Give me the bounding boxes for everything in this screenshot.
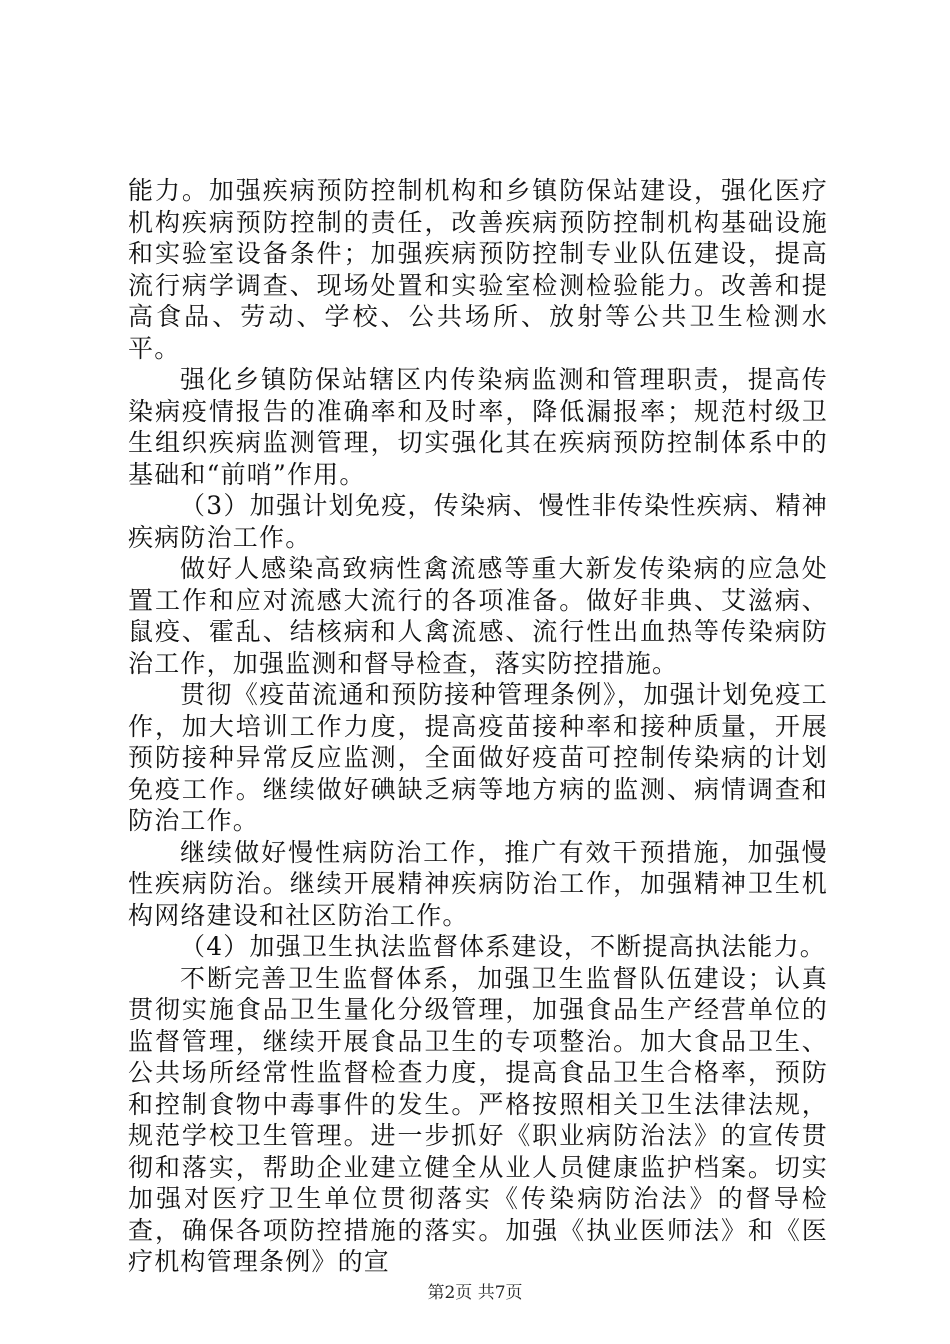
section-heading-4: （4）加强卫生执法监督体系建设，不断提高执法能力。 [180, 932, 826, 961]
paragraph-1: 能力。加强疾病预防控制机构和乡镇防保站建设，强化医疗机构疾病预防控制的责任，改善疾病预防控制机构基础设施和实验室设备条件；加强疾病预防控制专业队伍建设，提高流行病学调查、现场处置和实验室检测检验能力。改善和提高食品、劳动、学校、公共场所、放射等公共卫生检测水平。 [128, 176, 828, 363]
paragraph-4: 贯彻《疫苗流通和预防接种管理条例》，加强计划免疫工作，加大培训工作力度，提高疫苗接种率和接种质量，开展预防接种异常反应监测，全面做好疫苗可控制传染病的计划免疫工作。继续做好碘缺乏病等地方病的监测、病情调查和防治工作。 [128, 680, 828, 835]
page-number-label: 第2页 共7页 [427, 1283, 523, 1303]
paragraph-5: 继续做好慢性病防治工作，推广有效干预措施，加强慢性疾病防治。继续开展精神疾病防治工作，加强精神卫生机构网络建设和社区防治工作。 [128, 837, 828, 930]
body-text [128, 175, 828, 1278]
section-heading-3: （3）加强计划免疫，传染病、慢性非传染性疾病、精神疾病防治工作。 [128, 491, 828, 552]
paragraph-3: 做好人感染高致病性禽流感等重大新发传染病的应急处置工作和应对流感大流行的各项准备。做好非典、艾滋病、鼠疫、霍乱、结核病和人禽流感、流行性出血热等传染病防治工作，加强监测和督导检查，落实防控措施。 [128, 554, 828, 678]
paragraph-2: 强化乡镇防保站辖区内传染病监测和管理职责，提高传染病疫情报告的准确率和及时率，降低漏报率；规范村级卫生组织疾病监测管理，切实强化其在疾病预防控制体系中的基础和“前哨”作用。 [128, 365, 828, 489]
page-footer [0, 1278, 950, 1303]
paragraph-6: 不断完善卫生监督体系，加强卫生监督队伍建设；认真贯彻实施食品卫生量化分级管理，加强食品生产经营单位的监督管理，继续开展食品卫生的专项整治。加大食品卫生、公共场所经常性监督检查力度，提高食品卫生合格率，预防和控制食物中毒事件的发生。严格按照相关卫生法律法规，规范学校卫生管理。进一步抓好《职业病防治法》的宣传贯彻和落实，帮助企业建立健全从业人员健康监护档案。切实加强对医疗卫生单位贯彻落实《传染病防治法》的督导检查，确保各项防控措施的落实。加强《执业医师法》和《医疗机构管理条例》的宣 [128, 963, 828, 1276]
